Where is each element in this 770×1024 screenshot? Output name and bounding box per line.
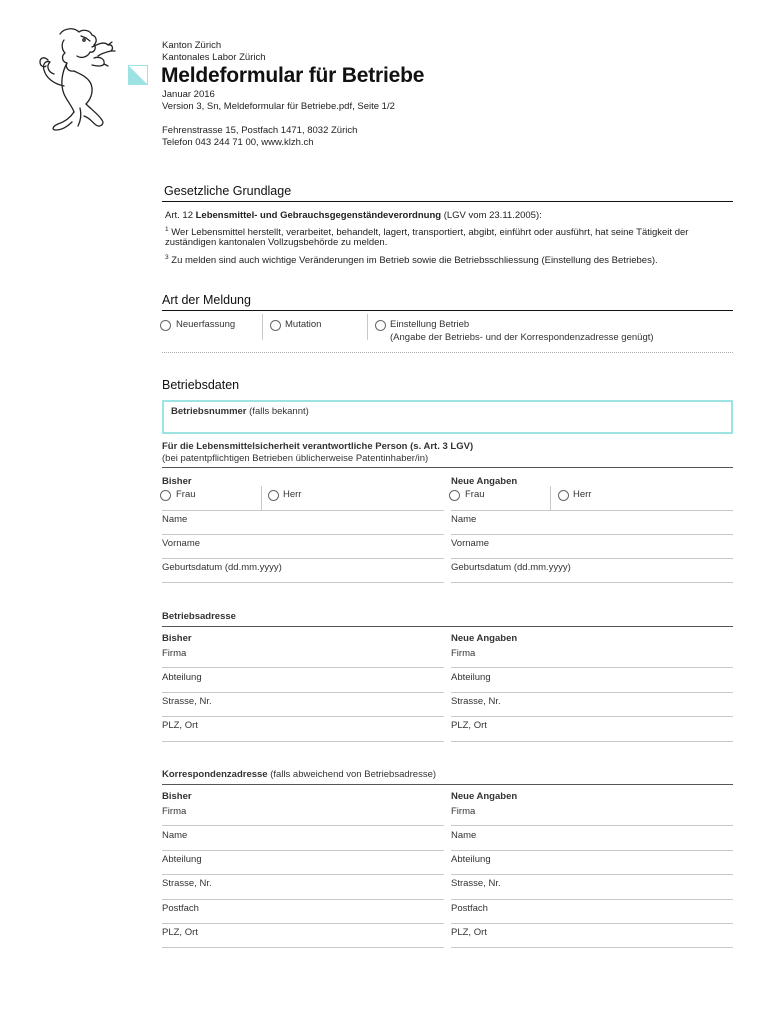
field-label: Abteilung (162, 672, 202, 683)
field-label: Strasse, Nr. (162, 696, 212, 707)
section-title-grundlage: Gesetzliche Grundlage (164, 184, 292, 198)
label-einstellung-note: (Angabe der Betriebs- und der Korrespondenzadresse genügt) (390, 332, 654, 343)
page-title: Meldeformular für Betriebe (161, 64, 425, 87)
section-rule (162, 626, 733, 627)
radio-bisher-frau[interactable] (160, 490, 171, 501)
person-section-title: Für die Lebensmittelsicherheit verantwortliche Person (s. Art. 3 LGV) (162, 441, 474, 452)
korr-neu-name-field[interactable] (451, 828, 733, 851)
field-label: Firma (162, 806, 187, 817)
section-rule (162, 201, 733, 202)
betriebsnummer-label: Betriebsnummer (falls bekannt) (171, 406, 309, 417)
person-neu-name-field[interactable] (451, 512, 733, 535)
field-label: Firma (451, 648, 476, 659)
form-version: Version 3, Sn, Meldeformular für Betriebe.pdf, Seite 1/2 (162, 101, 395, 112)
korr-neu-abteilung-field[interactable] (451, 852, 733, 875)
field-line (162, 850, 444, 851)
betriebsadresse-title: Betriebsadresse (162, 611, 236, 622)
field-line (162, 667, 444, 668)
field-line (162, 741, 444, 742)
office-address: Fehrenstrasse 15, Postfach 1471, 8032 Zürich (162, 125, 358, 136)
korrespondenz-title: Korrespondenzadresse (falls abweichend von Betriebsadresse) (162, 769, 437, 780)
betrieb-bisher-strasse-field[interactable] (162, 694, 444, 717)
field-label: PLZ, Ort (162, 720, 198, 731)
betriebsadresse-bisher-heading: Bisher (162, 633, 192, 644)
person-bisher-geburtsdatum-field[interactable] (162, 560, 444, 583)
zurich-lion-icon (34, 26, 118, 132)
column-divider (261, 486, 262, 510)
office-phone: Telefon 043 244 71 00, www.klzh.ch (162, 137, 314, 148)
field-label: Name (162, 514, 188, 525)
field-line (451, 582, 733, 583)
korr-neu-strasse-field[interactable] (451, 876, 733, 900)
korr-bisher-strasse-field[interactable] (162, 876, 444, 900)
field-line (451, 558, 733, 559)
field-label: Postfach (162, 903, 199, 914)
field-label: PLZ, Ort (451, 927, 487, 938)
radio-mutation[interactable] (270, 320, 281, 331)
betrieb-neu-firma-field[interactable] (451, 646, 733, 668)
field-line (162, 582, 444, 583)
betrieb-neu-strasse-field[interactable] (451, 694, 733, 717)
field-line (451, 850, 733, 851)
betrieb-neu-abteilung-field[interactable] (451, 670, 733, 693)
field-line (162, 558, 444, 559)
field-label: Firma (451, 806, 476, 817)
field-line (162, 692, 444, 693)
korr-neu-postfach-field[interactable] (451, 901, 733, 924)
label-frau: Frau (465, 489, 485, 500)
person-neu-geburtsdatum-field[interactable] (451, 560, 733, 583)
radio-einstellung[interactable] (375, 320, 386, 331)
triangle-marker-icon (128, 65, 148, 85)
korr-bisher-plz-field[interactable] (162, 925, 444, 948)
person-bisher-vorname-field[interactable] (162, 536, 444, 559)
field-label: Firma (162, 648, 187, 659)
field-line (451, 716, 733, 717)
field-label: Postfach (451, 903, 488, 914)
office-name: Kantonales Labor Zürich (162, 52, 266, 63)
law-paragraph-1-cont: zuständigen kantonalen Vollzugsbehörde zu melden. (165, 237, 388, 248)
field-line (451, 741, 733, 742)
field-line (162, 947, 444, 948)
field-label: PLZ, Ort (162, 927, 198, 938)
field-line (451, 899, 733, 900)
korr-bisher-abteilung-field[interactable] (162, 852, 444, 875)
field-label: Name (451, 514, 477, 525)
law-paragraph-3: $^3$ Zu melden sind auch wichtige Veränderungen im Betrieb sowie die Betriebsschliessung (Einstellung des Betriebes). (165, 254, 658, 267)
field-label: Abteilung (451, 854, 491, 865)
field-line (162, 510, 444, 511)
field-line (451, 825, 733, 826)
korrespondenz-bisher-heading: Bisher (162, 791, 192, 802)
label-herr: Herr (283, 489, 302, 500)
betriebsnummer-field[interactable] (162, 400, 733, 434)
field-line (451, 510, 733, 511)
section-rule (162, 467, 733, 468)
dotted-divider (162, 352, 733, 353)
radio-bisher-herr[interactable] (268, 490, 279, 501)
field-line (451, 947, 733, 948)
field-label: Abteilung (451, 672, 491, 683)
section-title-betriebsdaten: Betriebsdaten (162, 378, 240, 392)
column-divider (367, 314, 368, 340)
label-mutation: Mutation (285, 319, 322, 330)
person-neu-vorname-field[interactable] (451, 536, 733, 559)
betrieb-bisher-plz-field[interactable] (162, 718, 444, 742)
person-bisher-heading: Bisher (162, 476, 192, 487)
korr-bisher-postfach-field[interactable] (162, 901, 444, 924)
field-label: Vorname (451, 538, 490, 549)
person-bisher-name-field[interactable] (162, 512, 444, 535)
korr-bisher-name-field[interactable] (162, 828, 444, 851)
law-paragraph-1: $^1$ Wer Lebensmittel herstellt, verarbeitet, behandelt, lagert, transportiert, abgibt, einführt oder ausführt, hat seine Tätigkeit der (165, 226, 689, 239)
field-line (451, 667, 733, 668)
field-label: Name (451, 830, 477, 841)
field-label: Vorname (162, 538, 201, 549)
law-reference: Art. 12 Lebensmittel- und Gebrauchsgegenständeverordnung (LGV vom 23.11.2005): (165, 210, 542, 221)
field-label: Strasse, Nr. (451, 696, 501, 707)
field-label: Strasse, Nr. (162, 878, 212, 889)
canton-name: Kanton Zürich (162, 40, 222, 51)
person-neu-heading: Neue Angaben (451, 476, 518, 487)
section-title-meldung: Art der Meldung (162, 293, 251, 307)
field-label: Geburtsdatum (dd.mm.yyyy) (451, 562, 571, 573)
korr-neu-firma-field[interactable] (451, 804, 733, 826)
field-line (451, 874, 733, 875)
betrieb-bisher-abteilung-field[interactable] (162, 670, 444, 693)
field-line (162, 716, 444, 717)
field-line (162, 874, 444, 875)
field-line (451, 923, 733, 924)
field-line (162, 825, 444, 826)
field-label: Name (162, 830, 188, 841)
form-date: Januar 2016 (162, 89, 215, 100)
person-section-subtitle: (bei patentpflichtigen Betrieben üblicherweise Patentinhaber/in) (162, 453, 429, 464)
field-line (162, 534, 444, 535)
field-label: PLZ, Ort (451, 720, 487, 731)
label-herr: Herr (573, 489, 592, 500)
field-line (162, 899, 444, 900)
label-neuerfassung: Neuerfassung (176, 319, 236, 330)
korr-bisher-firma-field[interactable] (162, 804, 444, 826)
label-frau: Frau (176, 489, 196, 500)
label-einstellung: Einstellung Betrieb (390, 319, 470, 330)
betrieb-neu-plz-field[interactable] (451, 718, 733, 742)
radio-neuerfassung[interactable] (160, 320, 171, 331)
field-label: Strasse, Nr. (451, 878, 501, 889)
field-line (451, 534, 733, 535)
radio-neu-frau[interactable] (449, 490, 460, 501)
betrieb-bisher-firma-field[interactable] (162, 646, 444, 668)
field-line (451, 692, 733, 693)
column-divider (550, 486, 551, 510)
radio-neu-herr[interactable] (558, 490, 569, 501)
field-label: Abteilung (162, 854, 202, 865)
field-line (162, 923, 444, 924)
section-rule (162, 784, 733, 785)
betriebsadresse-neu-heading: Neue Angaben (451, 633, 518, 644)
column-divider (262, 314, 263, 340)
section-rule (162, 310, 733, 311)
korrespondenz-neu-heading: Neue Angaben (451, 791, 518, 802)
korr-neu-plz-field[interactable] (451, 925, 733, 948)
field-label: Geburtsdatum (dd.mm.yyyy) (162, 562, 282, 573)
